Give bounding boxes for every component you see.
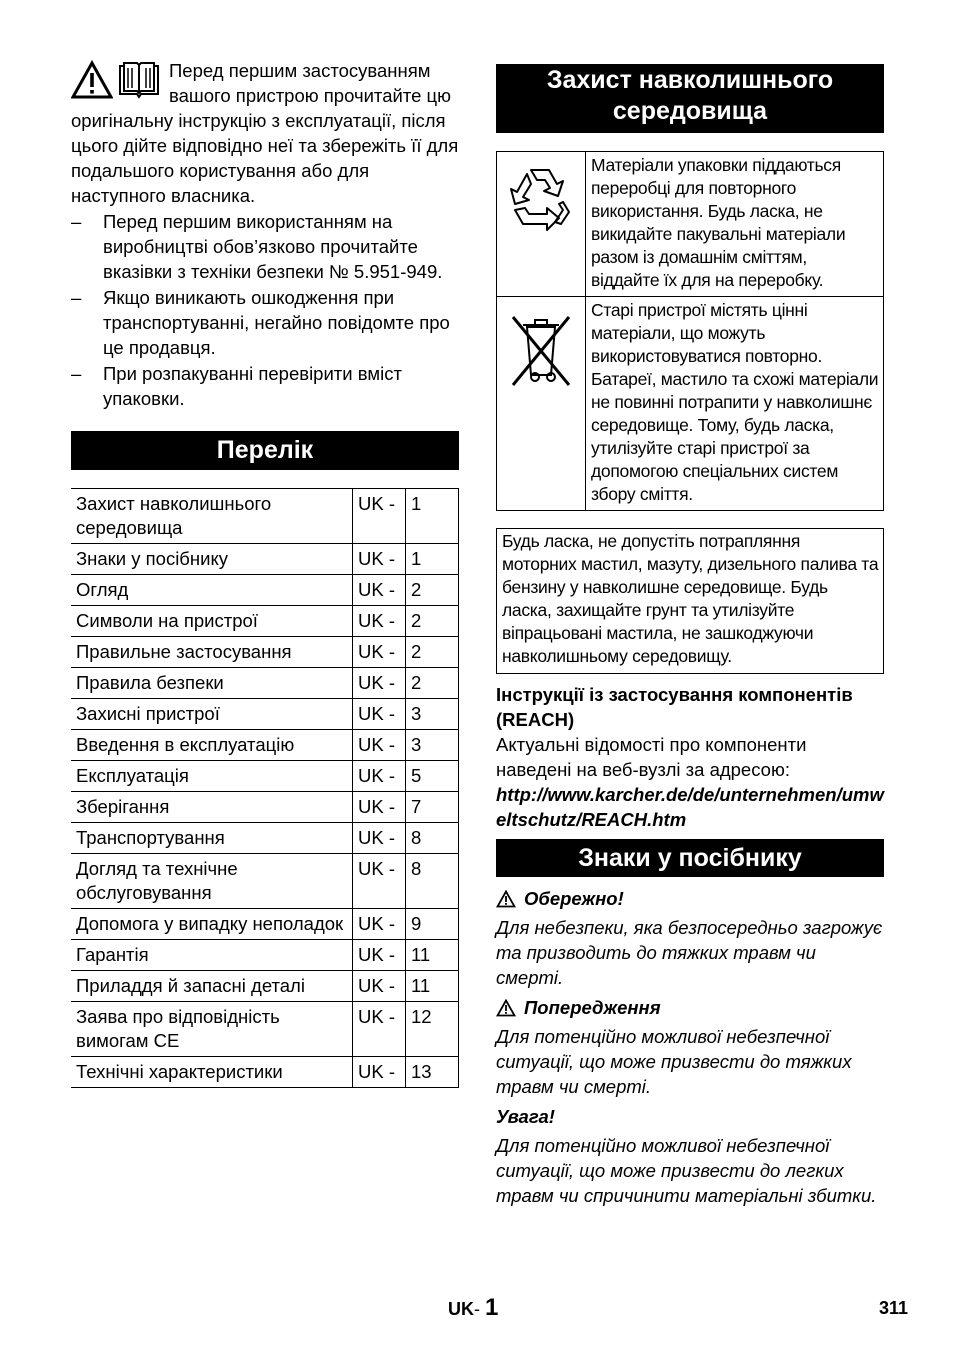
footer-code: UK: [448, 1299, 474, 1319]
table-row: [71, 971, 459, 1002]
toc-entry-page: 11: [406, 971, 459, 1002]
toc-entry-prefix: UK -: [353, 489, 406, 544]
recycle-icon: [503, 162, 579, 236]
toc-entry-page: 2: [406, 668, 459, 699]
danger-text: Для небезпеки, яка безпосередньо загрожує та призводить до тяжких травм чи смерті.: [496, 917, 883, 988]
table-row: [71, 544, 459, 575]
toc-entry-label: Символи на пристрої: [71, 606, 353, 637]
table-row: [71, 699, 459, 730]
signs-title: Знаки у посібнику: [496, 839, 884, 877]
list-item: – При розпакуванні перевірити вміст упаковки.: [71, 361, 459, 411]
manual-book-icon: [117, 60, 161, 100]
table-row: [71, 730, 459, 761]
toc-entry-prefix: UK -: [353, 761, 406, 792]
environment-title-line2: середовища: [612, 97, 768, 125]
footer-sep: -: [474, 1299, 480, 1319]
toc-entry-label: Огляд: [71, 575, 353, 606]
toc-entry-label: Зберігання: [71, 792, 353, 823]
toc-entry-prefix: UK -: [353, 730, 406, 761]
table-row: [71, 606, 459, 637]
toc-entry-prefix: UK -: [353, 854, 406, 909]
warning-triangle-icon: [496, 890, 516, 908]
toc-entry-prefix: UK -: [353, 792, 406, 823]
toc-entry-prefix: UK -: [353, 1002, 406, 1057]
toc-entry-label: Транспортування: [71, 823, 353, 854]
footer-section-page: 1: [485, 1294, 499, 1321]
toc-entry-prefix: UK -: [353, 1057, 406, 1088]
table-row: [71, 1002, 459, 1057]
toc-entry-page: 7: [406, 792, 459, 823]
table-row: [497, 152, 884, 297]
toc-entry-label: Правильне застосування: [71, 637, 353, 668]
toc-entry-page: 12: [406, 1002, 459, 1057]
table-row: [71, 637, 459, 668]
toc-entry-label: Приладдя й запасні деталі: [71, 971, 353, 1002]
intro-icons: [71, 60, 163, 106]
oil-notice-box: Будь ласка, не допустіть потрапляння моторних мастил, мазуту, дизельного палива та бензину у навколишне середовище. Будь ласка, захищайте грунт та утилізуйте віпрацьовані мастила, не зашкоджуючи навколишньому середовищу.: [496, 528, 884, 674]
intro-section: [71, 58, 459, 208]
toc-entry-page: 5: [406, 761, 459, 792]
table-row: [71, 1057, 459, 1088]
warning-text: Для потенційно можливої небезпечної ситуації, що може призвести до тяжких травм чи смерті.: [496, 1026, 852, 1097]
toc-entry-prefix: UK -: [353, 575, 406, 606]
table-row: [71, 575, 459, 606]
table-row: [71, 489, 459, 544]
toc-entry-page: 1: [406, 544, 459, 575]
list-item: – Перед першим використанням на виробництві обов’язково прочитайте вказівки з техніки безпеки № 5.951-949.: [71, 209, 459, 284]
toc-entry-prefix: UK -: [353, 971, 406, 1002]
environment-table: [496, 151, 884, 511]
recycle-text: Матеріали упаковки піддаються переробці для повторного використання. Будь ласка, не викидайте пакувальні матеріали разом із домашнім сміттям, віддайте їх для на переробку.: [586, 152, 884, 297]
toc-entry-label: Захисні пристрої: [71, 699, 353, 730]
toc-entry-label: Гарантія: [71, 940, 353, 971]
caution-text: Для потенційно можливої небезпечної ситуації, що може призвести до легких травм чи спричинити матеріальні збитки.: [496, 1135, 877, 1206]
toc-entry-label: Допомога у випадку неполадок: [71, 909, 353, 940]
environment-title-line1: Захист навколишнього: [546, 66, 834, 94]
table-row: [71, 792, 459, 823]
reach-section: [496, 682, 884, 832]
toc-entry-prefix: UK -: [353, 637, 406, 668]
signs-section: [496, 886, 884, 1208]
intro-text: Перед першим застосуванням вашого пристрою прочитайте цю оригінальну інструкцію з експлуатації, після цього дійте відповідно неї та збережіть її для подальшого користування або для наступного власника.: [71, 60, 459, 206]
toc-entry-prefix: UK -: [353, 544, 406, 575]
toc-entry-page: 2: [406, 575, 459, 606]
table-row: [71, 909, 459, 940]
list-item: – Якщо виникають ошкодження при транспортуванні, негайно повідомте про це продавця.: [71, 285, 459, 360]
toc-entry-label: Знаки у посібнику: [71, 544, 353, 575]
right-column: [496, 64, 884, 1208]
toc-table: [71, 488, 459, 1088]
table-row: [71, 854, 459, 909]
left-column: [71, 58, 459, 1088]
toc-entry-label: Заява про відповідність вимогам CE: [71, 1002, 353, 1057]
toc-entry-label: Правила безпеки: [71, 668, 353, 699]
warning-label: Попередження: [524, 997, 661, 1018]
toc-entry-page: 9: [406, 909, 459, 940]
toc-entry-prefix: UK -: [353, 909, 406, 940]
toc-entry-prefix: UK -: [353, 606, 406, 637]
reach-heading: Інструкції із застосування компонентів (REACH): [496, 684, 853, 730]
danger-heading: [496, 886, 884, 911]
recycle-icon-cell: [497, 152, 586, 297]
toc-entry-label: Технічні характеристики: [71, 1057, 353, 1088]
table-row: [497, 297, 884, 511]
footer-section-ref: [448, 1294, 498, 1322]
crossed-bin-icon: [507, 311, 575, 389]
warning-heading: [496, 995, 884, 1020]
caution-label: Увага!: [496, 1106, 555, 1127]
toc-entry-prefix: UK -: [353, 699, 406, 730]
environment-title: [496, 64, 884, 133]
toc-entry-prefix: UK -: [353, 823, 406, 854]
table-row: [71, 761, 459, 792]
toc-entry-page: 2: [406, 637, 459, 668]
toc-entry-page: 2: [406, 606, 459, 637]
toc-entry-label: Захист навколишнього середовища: [71, 489, 353, 544]
weee-text: Старі пристрої містять цінні матеріали, що можуть використовуватися повторно. Батареї, мастило та схожі матеріали не повинні потрапити у навколишнє середовище. Тому, будь ласка, утилізуйте старі пристрої за допомогою спеціальних систем збору сміття.: [586, 297, 884, 511]
toc-entry-page: 13: [406, 1057, 459, 1088]
intro-bullet-list: [71, 209, 459, 411]
toc-entry-label: Експлуатація: [71, 761, 353, 792]
reach-url-link[interactable]: http://www.karcher.de/de/unternehmen/umweltschutz/REACH.htm: [496, 784, 884, 830]
warning-triangle-icon: [496, 999, 516, 1017]
caution-heading: [496, 1104, 884, 1129]
toc-entry-page: 8: [406, 823, 459, 854]
toc-title: Перелік: [71, 431, 459, 470]
reach-text: Актуальні відомості про компоненти наведені на веб-вузлі за адресою:: [496, 734, 807, 780]
warning-triangle-icon: [71, 60, 113, 100]
toc-entry-prefix: UK -: [353, 668, 406, 699]
toc-entry-label: Догляд та технічне обслуговування: [71, 854, 353, 909]
danger-label: Обережно!: [524, 888, 624, 909]
toc-entry-page: 8: [406, 854, 459, 909]
table-row: [71, 668, 459, 699]
toc-entry-label: Введення в експлуатацію: [71, 730, 353, 761]
table-row: [71, 940, 459, 971]
toc-entry-page: 3: [406, 730, 459, 761]
toc-entry-page: 1: [406, 489, 459, 544]
page-number: 311: [879, 1298, 909, 1318]
weee-icon-cell: [497, 297, 586, 511]
toc-entry-page: 3: [406, 699, 459, 730]
toc-entry-page: 11: [406, 940, 459, 971]
table-row: [71, 823, 459, 854]
toc-entry-prefix: UK -: [353, 940, 406, 971]
